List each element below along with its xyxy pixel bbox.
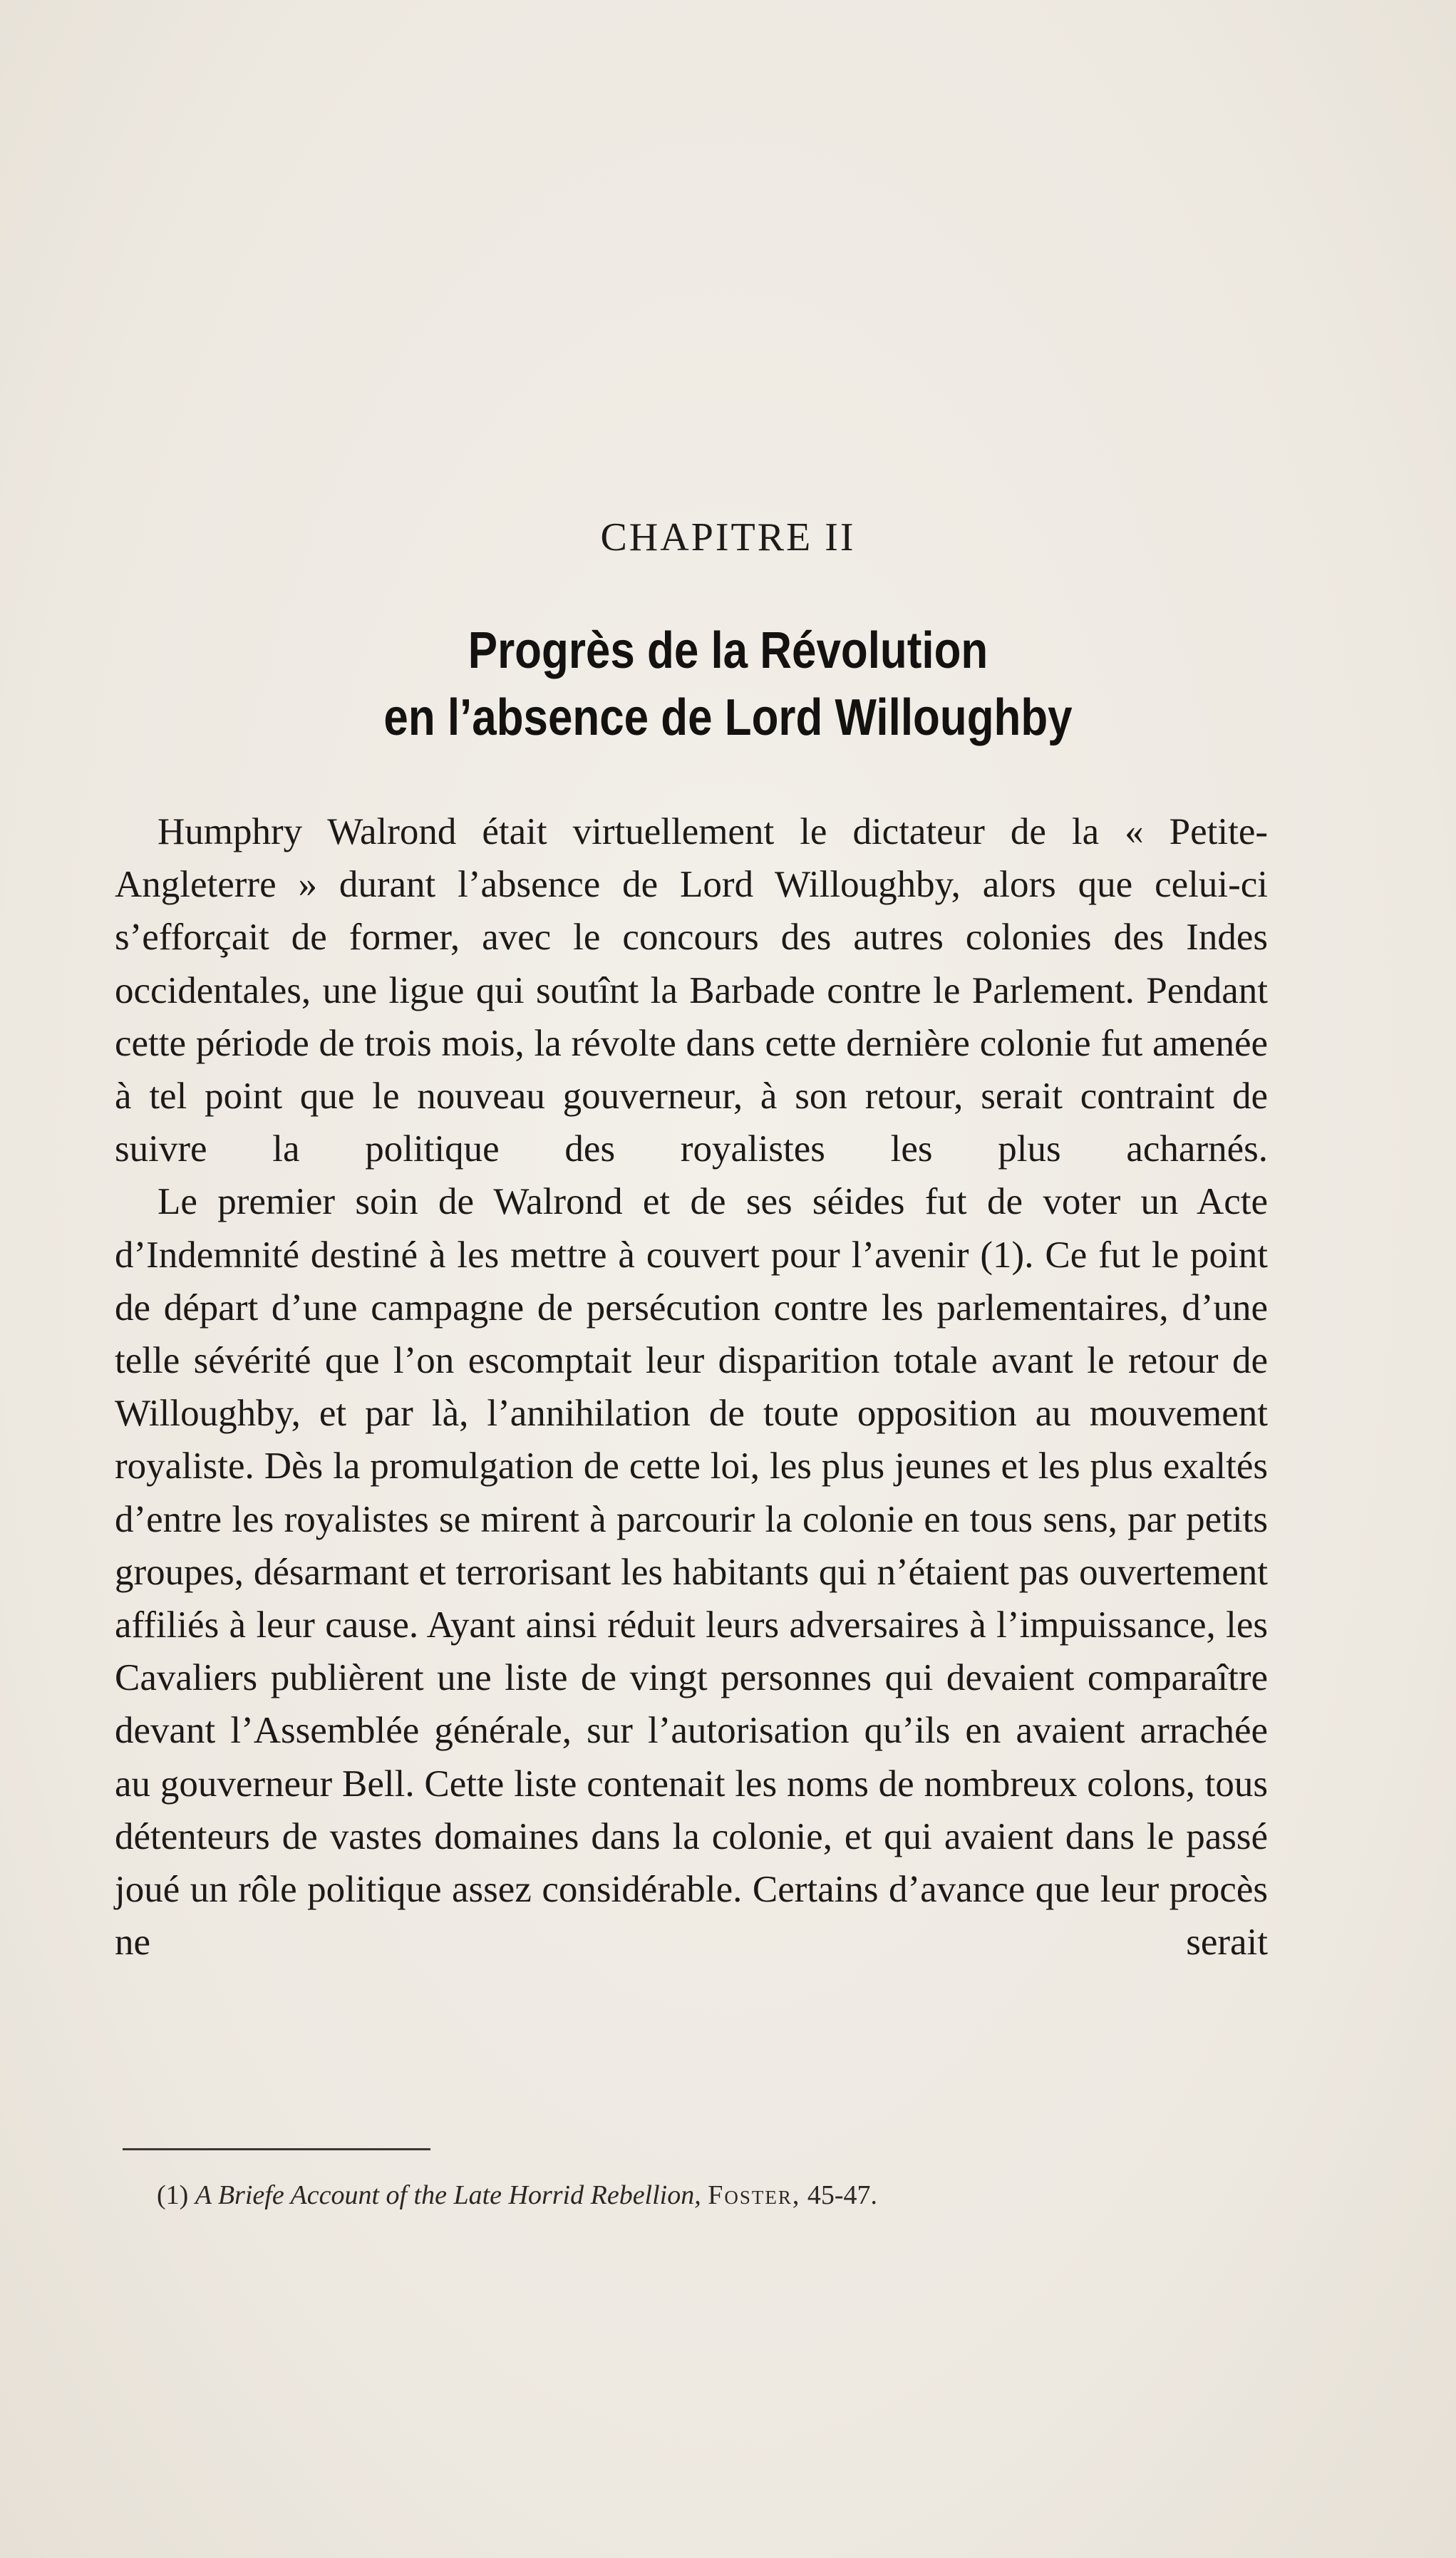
footnote-divider xyxy=(123,2148,430,2150)
footnote-pages: 45-47. xyxy=(807,2180,878,2210)
footnote-author: Foster, xyxy=(708,2180,801,2210)
paragraph-2: Le premier soin de Walrond et de ses séides fut de voter un Acte d’Indemnité destiné à les mettre à couvert pour l’avenir (1). Ce fut le point de départ d’une campagne de persécution contre les parlementaires, d’une telle sévérité que l’on escomptait leur disparition totale avant le retour de Willoughby, et par là, l’annihilation de toute opposition au mouvement royaliste. Dès la promulgation de cette loi, les plus jeunes et les plus exaltés d’entre les royalistes se mirent à parcourir la colonie en tous sens, par petits groupes, désarmant et terrorisant les habitants qui n’étaient pas ouvertement affiliés à leur cause. Ayant ainsi réduit leurs adversaires à l’impuissance, les Cavaliers publièrent une liste de vingt personnes qui devaient comparaître devant l’Assemblée générale, sur l’autorisation qu’ils en avaient arrachée au gouverneur Bell. Cette liste contenait les noms de nombreux colons, tous détenteurs de vastes domaines dans la colonie, et qui avaient dans le passé joué un rôle politique assez considérable. Certains d’avance que leur procès ne serait xyxy=(115,1181,1268,1964)
footnote-marker: (1) xyxy=(157,2180,189,2210)
paragraph-1: Humphry Walrond était virtuellement le dictateur de la « Petite-Angleterre » durant l’absence de Lord Willoughby, alors que celui-ci s’efforçait de former, avec le concours des autres colonies des Indes occidentales, une ligue qui soutînt la Barbade contre le Parlement. Pendant cette période de trois mois, la révolte dans cette dernière colonie fut amenée à tel point que le nouveau gouverneur, à son retour, serait contraint de suivre la politique des royalistes les plus acharnés. xyxy=(115,811,1268,1170)
footnote-work-title: A Briefe Account of the Late Horrid Rebellion, xyxy=(195,2180,701,2210)
body-text xyxy=(115,805,1268,1969)
chapter-title-line-1: Progrès de la Révolution xyxy=(468,622,988,679)
chapter-label: CHAPITRE II xyxy=(600,515,856,559)
footnote xyxy=(157,2180,877,2211)
chapter-title-line-2: en l’absence de Lord Willoughby xyxy=(383,689,1073,746)
